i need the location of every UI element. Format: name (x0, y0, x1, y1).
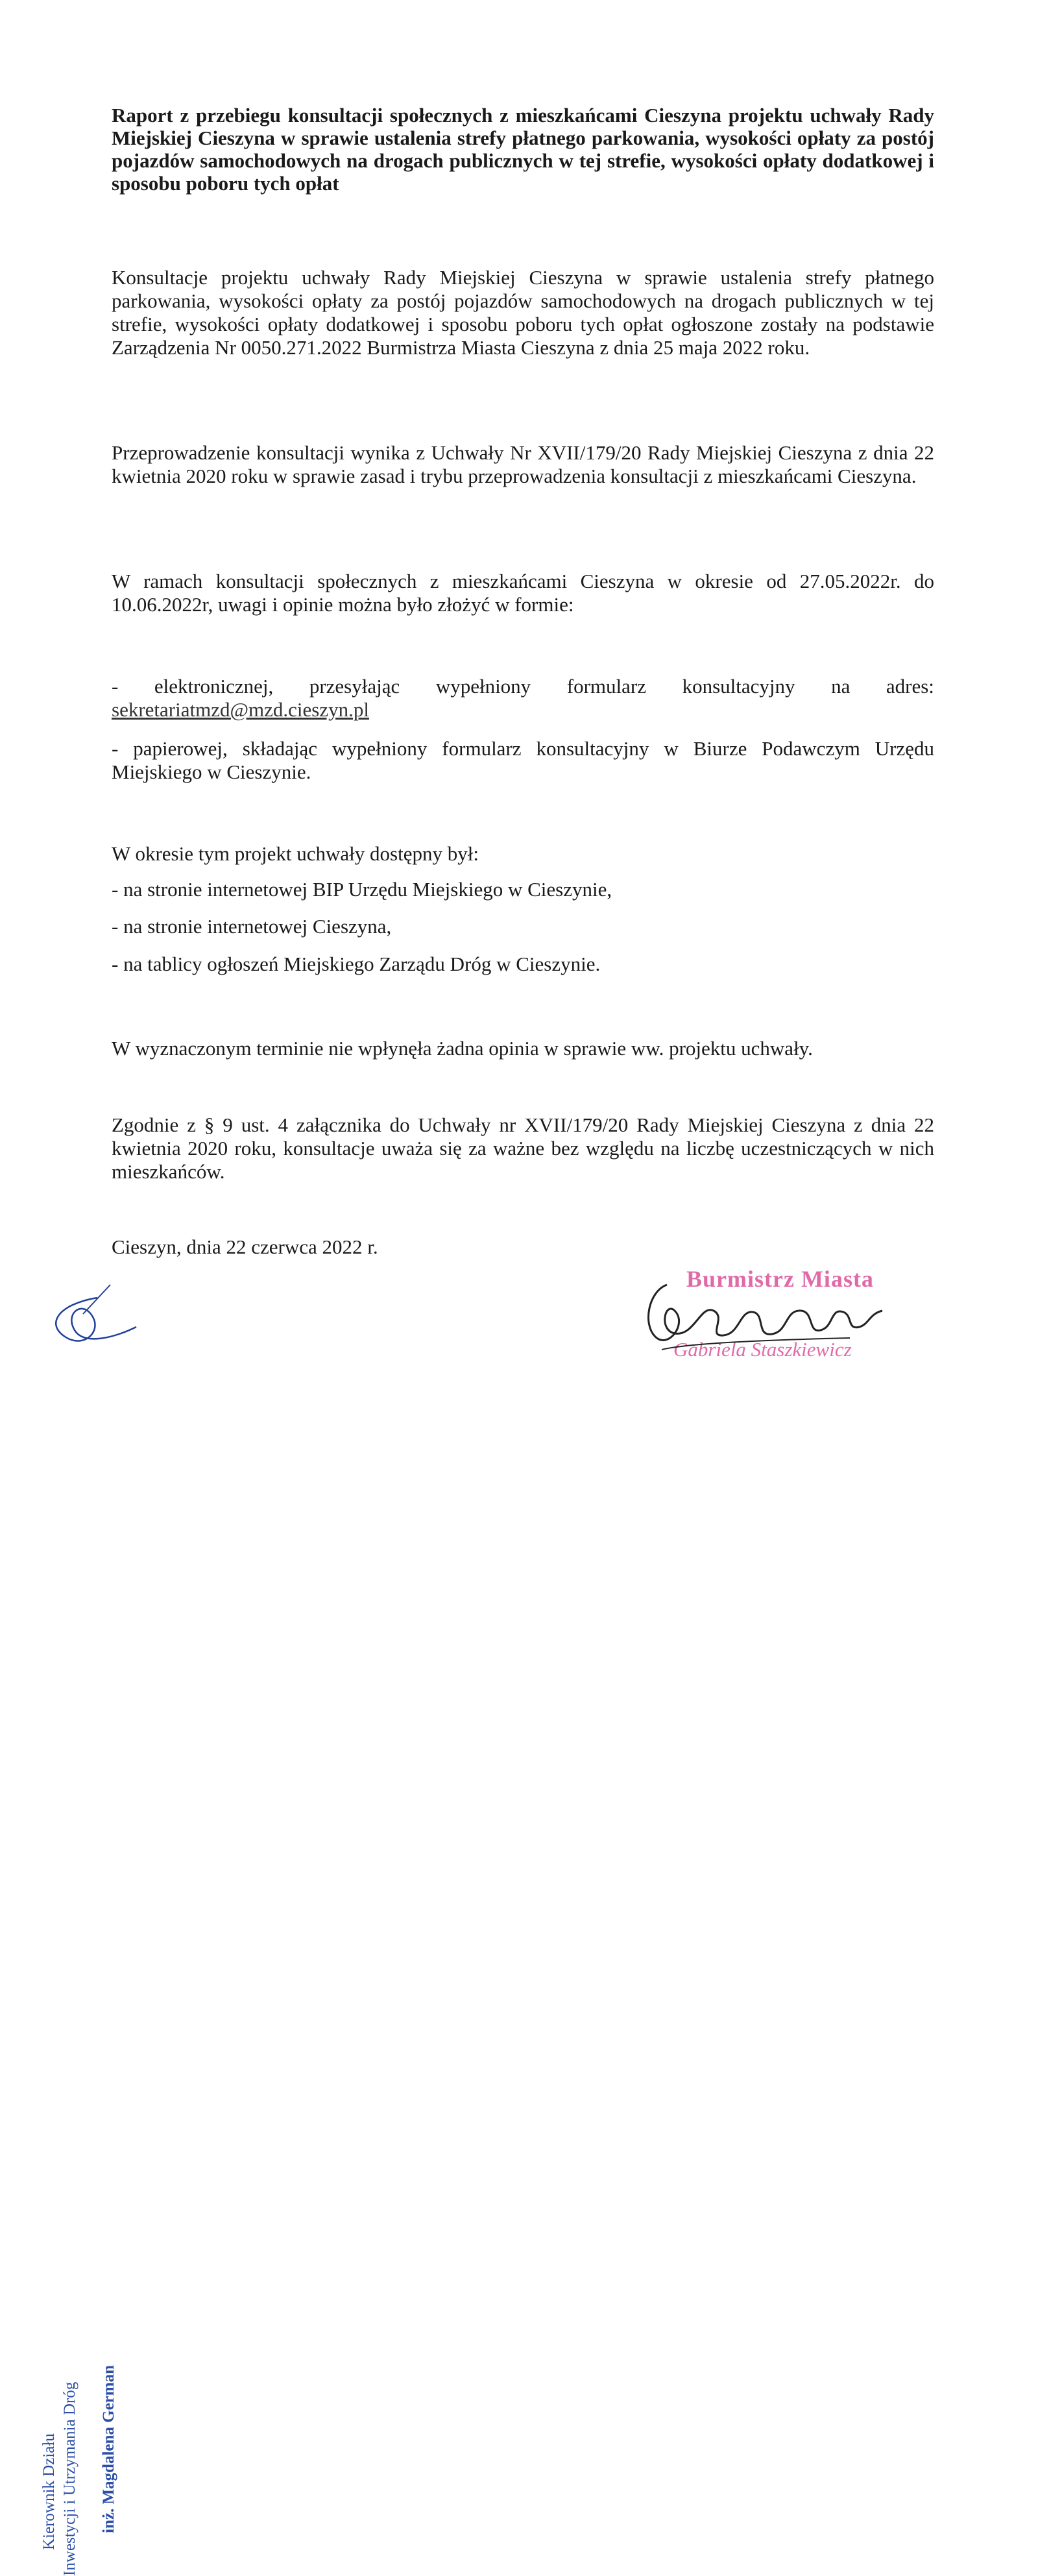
availability-item: - na tablicy ogłoszeń Miejskiego Zarządu Dróg w Cieszynie. (112, 953, 601, 975)
department-signature-icon (19, 1174, 149, 1421)
paragraph-no-opinions: W wyznaczonym terminie nie wpłynęła żadna opinia w sprawie ww. projektu uchwały. (112, 1037, 813, 1060)
option-electronic (112, 675, 934, 722)
stamp-left-line3: inż. Magdalena German (100, 2364, 117, 2533)
word: konsultacyjny (682, 675, 795, 698)
word: na (831, 675, 851, 698)
word: elektronicznej, (154, 675, 274, 698)
email-link[interactable]: sekretariatmzd@mzd.cieszyn.pl (112, 698, 369, 721)
paragraph-announcement: Konsultacje projektu uchwały Rady Miejskiej Cieszyna w sprawie ustalenia strefy płatnego parkowania, wysokości opłaty za postój pojazdów samochodowych na drogach publicznych w tej strefie, wysokości opłaty dodatkowej i sposobu poboru tych opłat ogłoszone zostały na podstawie Zarządzenia Nr 0050.271.2022 Burmistrza Miasta Cieszyna z dnia 25 maja 2022 roku. (112, 266, 934, 359)
option-paper: - papierowej, składając wypełniony formularz konsultacyjny w Biurze Podawczym Urzędu Miejskiego w Cieszynie. (112, 737, 934, 783)
department-stamp (19, 1174, 149, 2576)
mayor-signature-icon (636, 1265, 895, 1382)
mayor-stamp (636, 1265, 895, 1382)
stamp-left-line1: Kierownik Działu (40, 2433, 58, 2550)
stamp-right-line2: Gabriela Staszkiewicz (673, 1338, 852, 1361)
word: - (112, 675, 119, 698)
document-title: Raport z przebiegu konsultacji społecznych z mieszkańcami Cieszyna projektu uchwały Rady Miejskiej Cieszyna w sprawie ustalenia strefy płatnego parkowania, wysokości opłaty za postój pojazdów samochodowych na drogach publicznych w tej strefie, wysokości opłaty dodatkowej i sposobu poboru tych opłat (112, 104, 934, 195)
paragraph-availability: W okresie tym projekt uchwały dostępny był: (112, 842, 479, 865)
paragraph-legal-basis: Przeprowadzenie konsultacji wynika z Uchwały Nr XVII/179/20 Rady Miejskiej Cieszyna z dnia 22 kwietnia 2020 roku w sprawie zasad i trybu przeprowadzenia konsultacji z mieszkańcami Cieszyna. (112, 441, 934, 487)
paragraph-validity: Zgodnie z § 9 ust. 4 załącznika do Uchwały nr XVII/179/20 Rady Miejskiej Cieszyna z dnia 22 kwietnia 2020 roku, konsultacje uważa się za ważne bez względu na liczbę uczestniczących w nich mieszkańców. (112, 1113, 934, 1183)
stamp-left-line2: Inwestycji i Utrzymania Dróg (61, 2381, 78, 2576)
availability-item: - na stronie internetowej Cieszyna, (112, 915, 392, 938)
option-electronic-line (112, 675, 934, 698)
word: przesyłając (309, 675, 400, 698)
paragraph-consultation-period: W ramach konsultacji społecznych z mieszkańcami Cieszyna w okresie od 27.05.2022r. do 10.06.2022r, uwagi i opinie można było złożyć w formie: (112, 570, 934, 616)
stamp-right-line1: Burmistrz Miasta (686, 1266, 874, 1292)
availability-item: - na stronie internetowej BIP Urzędu Miejskiego w Cieszynie, (112, 878, 612, 901)
word: wypełniony (435, 675, 531, 698)
date-line: Cieszyn, dnia 22 czerwca 2022 r. (112, 1235, 378, 1258)
word: formularz (566, 675, 646, 698)
word: adres: (886, 675, 934, 698)
